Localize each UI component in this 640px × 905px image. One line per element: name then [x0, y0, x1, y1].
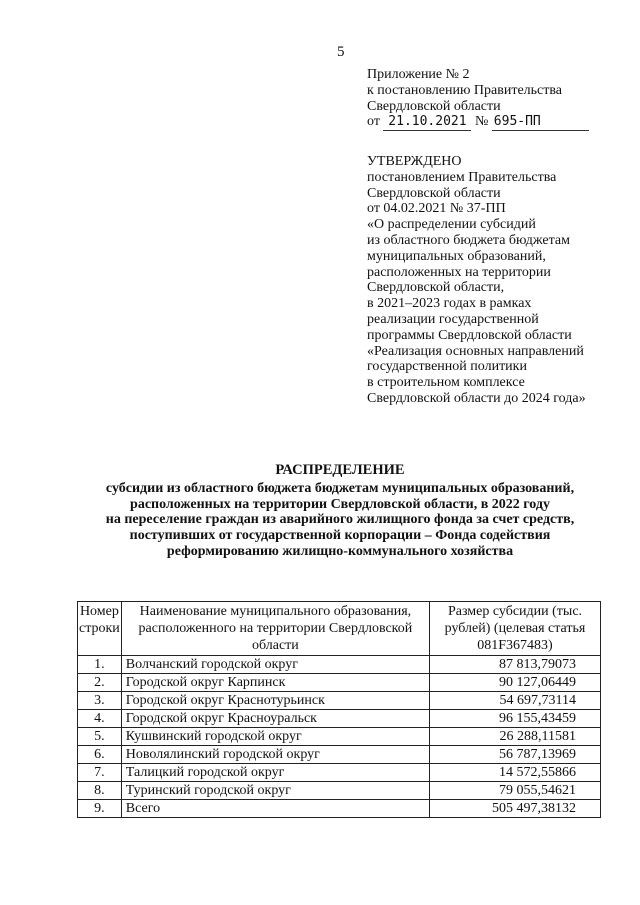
appendix-block — [367, 67, 589, 131]
table-header-row — [78, 602, 601, 656]
heading-title: РАСПРЕДЕЛЕНИЕ — [275, 462, 405, 478]
document-heading — [40, 463, 640, 560]
row-municipality: Городской округ Карпинск — [121, 674, 429, 692]
row-amount: 14 572,55866 — [430, 764, 601, 782]
approved-title: УТВЕРЖДЕНО — [367, 154, 462, 169]
row-municipality: Городской округ Красноуральск — [121, 710, 429, 728]
row-municipality: Волчанский городской округ — [121, 656, 429, 674]
row-municipality: Туринский городской округ — [121, 782, 429, 800]
row-municipality: Городской округ Краснотурьинск — [121, 692, 429, 710]
table-total-row — [78, 800, 601, 818]
table-row — [78, 710, 601, 728]
row-number: 5. — [78, 728, 122, 746]
header-row-number: Номер строки — [78, 602, 122, 656]
row-municipality: Новолялинский городской округ — [121, 746, 429, 764]
approved-line: муниципальных образований, — [367, 248, 546, 264]
approved-line: Свердловской области, — [367, 280, 505, 296]
row-municipality: Талицкий городской округ — [121, 764, 429, 782]
row-amount: 26 288,11581 — [430, 728, 601, 746]
from-label: от — [367, 114, 380, 130]
heading-line: реформированию жилищно-коммунального хозяйства — [166, 543, 514, 559]
row-amount: 90 127,06449 — [430, 674, 601, 692]
table-row — [78, 674, 601, 692]
table-row — [78, 782, 601, 800]
header-subsidy-amount: Размер субсидии (тыс. рублей) (целевая статья 081F367483) — [430, 602, 601, 656]
row-amount: 56 787,13969 — [430, 746, 601, 764]
row-number: 3. — [78, 692, 122, 710]
heading-line: расположенных на территории Свердловской области, в 2022 году — [130, 496, 550, 512]
approved-line: Свердловской области до 2024 года» — [367, 390, 586, 406]
resolution-number: 695-ПП — [492, 114, 589, 131]
row-number: 7. — [78, 764, 122, 782]
approved-line: реализации государственной — [367, 311, 539, 327]
row-number: 2. — [78, 674, 122, 692]
subsidy-table — [77, 601, 601, 818]
table-row — [78, 728, 601, 746]
page-number: 5 — [337, 44, 345, 60]
heading-line: субсидии из областного бюджета бюджетам муниципальных образований, — [105, 480, 575, 496]
table-row — [78, 656, 601, 674]
approved-block — [367, 154, 586, 407]
approved-line: Свердловской области — [367, 185, 501, 201]
table-row — [78, 764, 601, 782]
row-municipality: Всего — [121, 800, 429, 818]
appendix-region: Свердловской области — [367, 98, 501, 114]
row-number: 4. — [78, 710, 122, 728]
resolution-date: 21.10.2021 — [383, 114, 471, 131]
appendix-date-line — [367, 114, 589, 131]
heading-line: на переселение граждан из аварийного жилищного фонда за счет средств, — [105, 512, 575, 528]
row-number: 1. — [78, 656, 122, 674]
row-amount: 54 697,73114 — [430, 692, 601, 710]
approved-line: из областного бюджета бюджетам — [367, 232, 570, 248]
row-number: 6. — [78, 746, 122, 764]
approved-line: государственной политики — [367, 359, 527, 375]
header-municipality: Наименование муниципального образования, расположенного на территории Свердловской области — [121, 602, 429, 656]
approved-line: расположенных на территории — [367, 264, 551, 280]
approved-line: в 2021–2023 годах в рамках — [367, 296, 532, 312]
appendix-resolution: к постановлению Правительства — [367, 82, 563, 98]
approved-line: в строительном комплексе — [367, 375, 525, 391]
row-amount: 96 155,43459 — [430, 710, 601, 728]
row-number: 9. — [78, 800, 122, 818]
table-row — [78, 746, 601, 764]
approved-line: «О распределении субсидий — [367, 217, 536, 233]
row-amount: 87 813,79073 — [430, 656, 601, 674]
row-municipality: Кушвинский городской округ — [121, 728, 429, 746]
table-row — [78, 692, 601, 710]
row-number: 8. — [78, 782, 122, 800]
approved-line: «Реализация основных направлений — [367, 343, 584, 359]
row-amount: 505 497,38132 — [430, 800, 601, 818]
row-amount: 79 055,54621 — [430, 782, 601, 800]
number-label: № — [474, 114, 489, 130]
appendix-title: Приложение № 2 — [367, 67, 470, 82]
approved-line: программы Свердловской области — [367, 327, 572, 343]
approved-line: постановлением Правительства — [367, 169, 557, 185]
heading-line: поступивших от государственной корпорации – Фонда содействия — [129, 528, 551, 544]
approved-line: от 04.02.2021 № 37-ПП — [367, 201, 506, 217]
